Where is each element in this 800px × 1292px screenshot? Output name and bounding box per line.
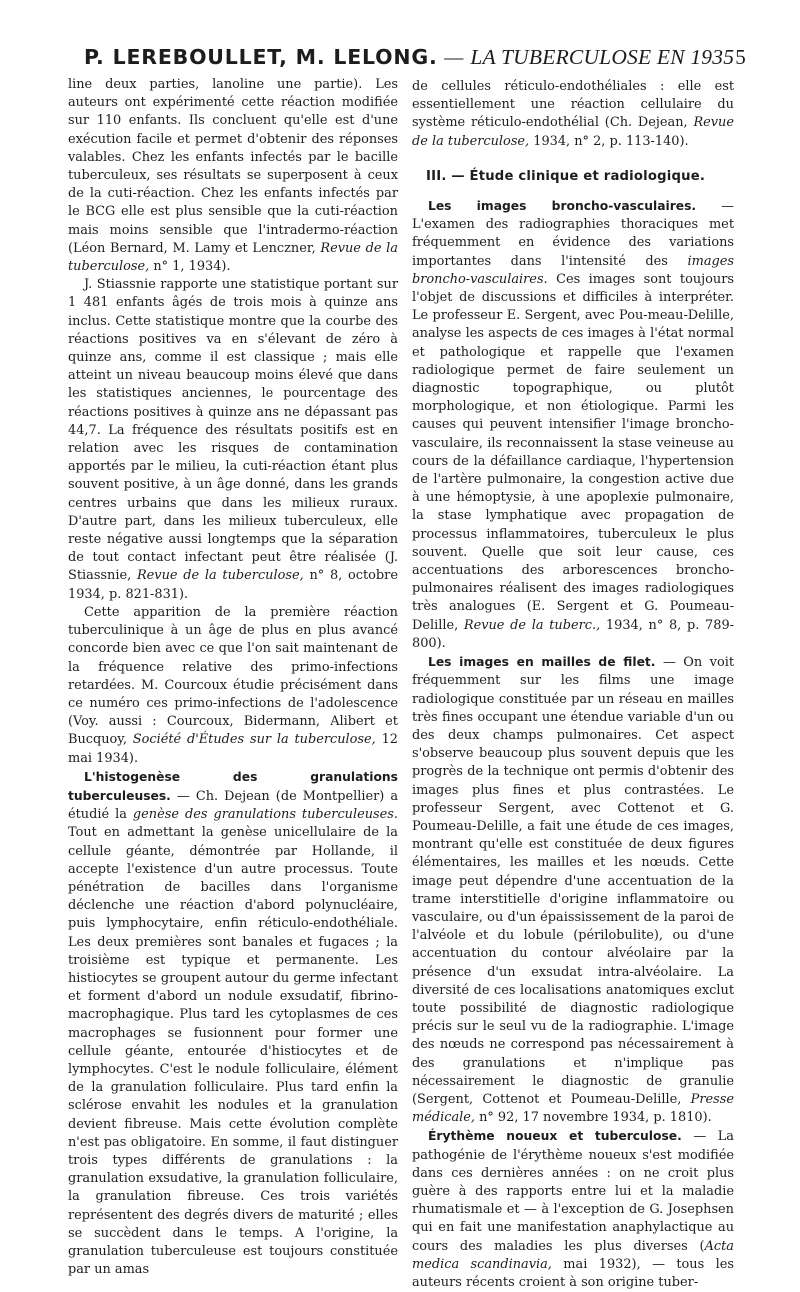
paragraph-erytheme-noueux: Érythème noueux et tuberculose. — La pathogénie de l'érythème noueux s'est modifiée dans ces dernières années : on ne croit plus guère à des rapports entre lui et la maladie rhumatismale et — à l'exception de G. Josephsen qui en fait une manifestation anaphylactique au cours des maladies les plus diverses (Acta medica scandinavia, mai 1932), — tous les auteurs récents croient à son origine tuber- [412,1129,734,1290]
header-authors: P. LEREBOULLET, M. LELONG. [84,45,438,69]
header-journal-title: LA TUBERCULOSE EN 1935 [470,45,735,69]
citation: Revue de la tuberculose, [136,568,304,584]
citation: Société d'Études sur la tuberculose, [132,732,376,748]
paragraph-stiassnie: J. Stiassnie rapporte une statistique portant sur 1 481 enfants âgés de trois mois à quinze ans inclus. Cette statistique montre que la courbe des réactions positives va en s'élevant de zéro à quinze ans, comme il est classique ; mais elle atteint un niveau beaucoup moins élevé que dans les statistiques anciennes, le pourcentage des réactions positives à quinze ans ne dépassant pas 44,7. La fréquence des résultats positifs est en relation avec les risques de contamination apportés par le milieu, la cuti-réaction étant plus souvent positive, à un âge donné, dans les grands centres urbains que dans les milieux ruraux. D'autre part, dans les milieux tuberculeux, elle reste négative aussi longtemps que la séparation de tout contact infectant peut être réalisée (J. Stiassnie, Revue de la tuberculose, n° 8, octobre 1934, p. 821-831). [68,277,398,602]
left-column [68,76,398,1279]
citation: Revue de la tuberculose, [412,115,734,149]
citation: Revue de la tuberc., [463,617,601,633]
citation: Presse médicale, [412,1091,734,1126]
paragraph-mailles-de-filet: Les images en mailles de filet. — On voit fréquemment sur les films une image radiologique constituée par un réseau en mailles très fines occupant une étendue variable d'un ou des deux champs pulmonaires. Cet aspect s'observe beaucoup plus souvent depuis que les progrès de la technique ont permis d'obtenir des images plus fines et plus contrastées. Le professeur Sergent, avec Cottenot et G. Poumeau-Delille, a fait une étude de ces images, montrant qu'elle est constituée de deux figures élémentaires, les mailles et les nœuds. Cette image peut dépendre d'une accentuation de la trame interstitielle d'origine inflammatoire ou vasculaire, ou d'un épaississement de la paroi de l'alvéole et du lobule (périlobulite), ou d'une accentuation du contour alvéolaire par la présence d'un exsudat intra-alvéolaire. La diversité de ces localisations anatomiques exclut toute possibilité de diagnostic radiologique précis sur le seul vu de la radiographie. L'image des nœuds ne correspond pas nécessairement à des granulations et n'implique pas nécessairement le diagnostic de granulie (Sergent, Cottenot et Poumeau-Delille, Presse médicale, n° 92, 17 novembre 1934, p. 1810). [412,655,735,1126]
citation: Acta medica scandinavia, [412,1238,734,1272]
run-in-heading: Les images en mailles de filet. [428,655,656,670]
section-heading: III. — Étude clinique et radiologique. [426,168,706,184]
run-in-heading: Les images broncho-vasculaires. [428,199,697,214]
header-separator: — [444,45,464,69]
paragraph-primo-infections: Cette apparition de la première réaction tuberculinique à un âge de plus en plus avancé concorde bien avec ce que l'on sait maintenant de la fréquence relative des primo-infections retardées. M. Courcoux étudie précisément dans ce numéro ces primo-infections de l'adolescence (Voy. aussi : Courcoux, Bidermann, Alibert et Bucquoy, Société d'Études sur la tuberculose, 12 mai 1934). [68,604,398,766]
paragraph-reticulo-endothelial: de cellules réticulo-endothéliales : elle est essentiellement une réaction cellulaire du système réticulo-endothélial (Ch. Dejean, Revue de la tuberculose, 1934, n° 2, p. 113-140). [412,79,734,149]
run-in-heading: L'histogenèse des granulations tuberculeuses. [68,769,398,803]
citation: Revue de la tuberculose, [68,240,398,275]
run-in-heading: Érythème noueux et tuberculose. [428,1129,682,1144]
paragraph-cuti-reaction-modifiee: line deux parties, lanoline une partie). Les auteurs ont expérimenté cette réaction modifiée sur 110 enfants. Ils concluent qu'elle est d'une exécution facile et permet d'obtenir des réponses valables. Chez les enfants infectés par le bacille tuberculeux, ses résultats se superposent à ceux de la cuti-réaction. Chez les enfants infectés par le BCG elle est plus sensible que la cuti-réaction mais moins sensible que l'intradermo-réaction (Léon Bernard, M. Lamy et Lenczner, Revue de la tuberculose, n° 1, 1934). [68,77,398,275]
right-column [412,78,734,1292]
running-head [84,40,746,74]
page-number: 5 [735,45,746,69]
paragraph-histogenese: L'histogenèse des granulations tuberculeuses. — Ch. Dejean (de Montpellier) a étudié la genèse des granulations tuberculeuses. Tout en admettant la genèse unicellulaire de la cellule géante, démontrée par Hollande, il accepte l'existence d'un autre processus. Toute pénétration de bacilles dans l'organisme déclenche une réaction d'abord polynucléaire, puis lymphocytaire, enfin réticulo-endothéliale. Les deux premières sont banales et fugaces ; la troisième est typique et permanente. Les histiocytes se groupent autour du germe infectant et forment d'abord un nodule exsudatif, fibrino-macrophagique. Plus tard les cytoplasmes de ces macrophages se fusionnent pour former une cellule géante, entourée d'histiocytes et de lymphocytes. C'est le nodule folliculaire, élément de la granulation folliculaire. Plus tard enfin la sclérose envahit les nodules et la granulation devient fibreuse. Mais cette évolution complète n'est pas obligatoire. En somme, il faut distinguer trois types différents de granulations : la granulation exsudative, la granulation folliculaire, la granulation fibreuse. Ces trois variétés représentent des degrés divers de maturité ; elles se succèdent dans le temps. A l'origine, la granulation tuberculeuse est toujours constituée par un amas [68,769,398,1278]
paragraph-broncho-vasculaires: Les images broncho-vasculaires. — L'examen des radiographies thoraciques met fréquemment en évidence des variations importantes dans l'intensité des images broncho-vasculaires. Ces images sont toujours l'objet de discussions et difficiles à interpréter. Le professeur E. Sergent, avec Pou-meau-Delille, analyse les aspects de ces images à l'état normal et pathologique et rappelle que l'examen radiologique permet de faire seulement un diagnostic topographique, ou plutôt morphologique, et non étiologique. Parmi les causes qui peuvent intensifier l'image broncho-vasculaire, ils reconnaissent la stase veineuse au cours de la défaillance cardiaque, l'hypertension de l'artère pulmonaire, la congestion active due à une hémoptysie, à une apoplexie pulmonaire, la stase lymphatique avec propagation de processus inflammatoires, tuberculeux le plus souvent. Quelle que soit leur cause, ces accentuations des arborescences broncho-pulmonaires réalisent des images radiologiques très analogues (E. Sergent et G. Poumeau-Delille, Revue de la tuberc., 1934, n° 8, p. 789-800). [412,199,735,651]
